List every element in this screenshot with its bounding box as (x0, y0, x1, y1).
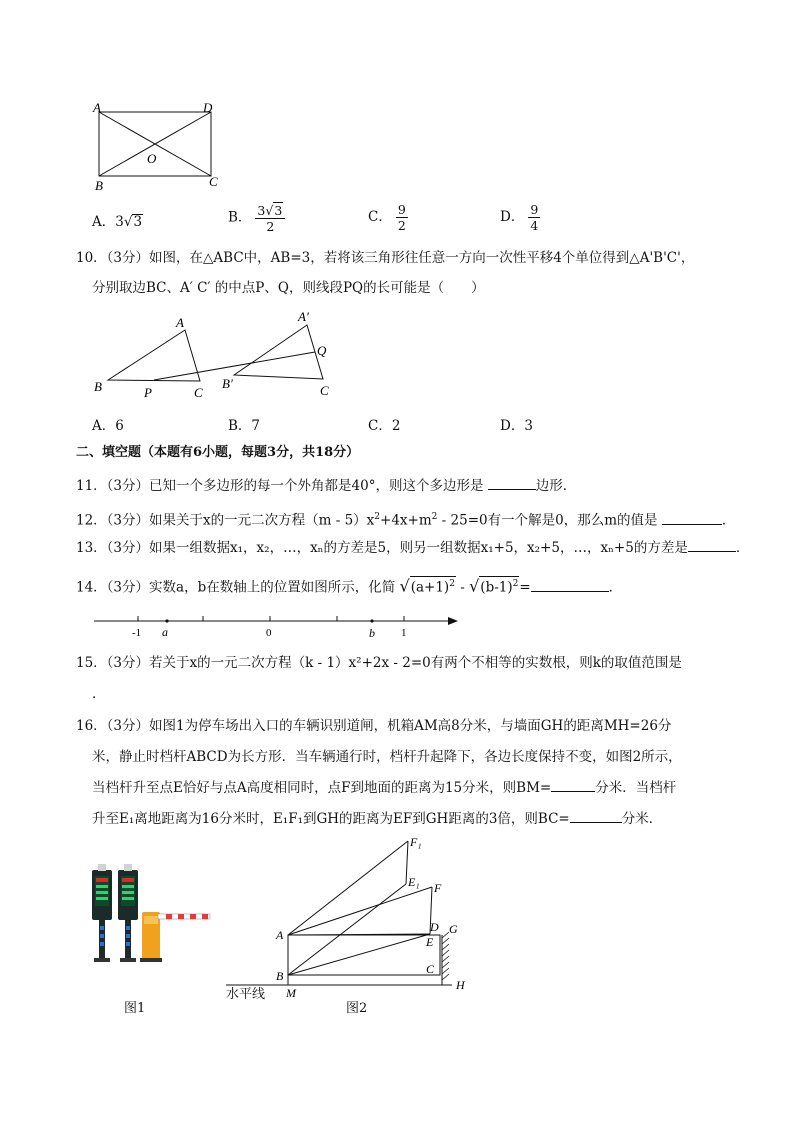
point-a (165, 619, 168, 622)
q14-rad2-text: (b-1) (480, 579, 513, 596)
segment-pq (154, 352, 315, 380)
segment-af (288, 887, 432, 935)
q10-option-d: D．3 (500, 418, 533, 434)
q14-exp2: 2 (512, 579, 519, 589)
q16-line4a: 升至E₁离地距离为16分米时，E₁F₁到GH的距离为EF到GH距离的3倍，则BC= (92, 811, 570, 827)
q9-option-d-den: 4 (530, 218, 539, 233)
q13 (76, 539, 749, 557)
label-b: B (94, 379, 102, 394)
q9-option-b-fraction (255, 202, 285, 234)
label-a-prime: A′ (298, 309, 309, 324)
triangle-a2b2c2 (234, 325, 323, 379)
gate-pillar-right (118, 864, 138, 962)
label-b: B (95, 178, 103, 193)
q15-line2: ． (92, 686, 106, 702)
q16-line4 (92, 810, 662, 828)
segment-be (288, 934, 430, 975)
q15-line1: 15．（3分）若关于x的一元二次方程（k - 1）x²+2x - 2=0有两个不相等的实数根，则k的取值范围是 (76, 655, 682, 671)
gate-pillar-left (92, 864, 112, 962)
q9-option-a-rad: 3 (133, 214, 143, 230)
q10-translation-figure (88, 305, 348, 405)
q9-option-c-fraction (396, 202, 408, 233)
q16-bm-answer-blank[interactable] (551, 791, 595, 792)
q12-text-b: +4x+m (380, 512, 432, 529)
q12-sup1: 2 (374, 512, 381, 522)
q9-option-b-num-coef: 3 (257, 203, 266, 218)
q16-figure2-diagram (222, 832, 482, 1007)
label-f: F (434, 881, 442, 895)
label-a: a (162, 625, 168, 639)
label-b: b (369, 626, 375, 640)
q10-option-b: B．7 (228, 418, 261, 434)
q16-line3 (92, 779, 676, 797)
label-a: A (93, 100, 101, 115)
q12-tail: ． (721, 512, 736, 529)
q16-line1: 16．（3分）如图1为停车场出入口的车辆识别道闸，机箱AM高8分米，与墙面GH的距离MH=26分 (76, 718, 672, 734)
q16-line4b: 分米． (621, 811, 663, 827)
sqrt-sign: √ (399, 576, 410, 596)
fig1-caption: 图1 (124, 1001, 146, 1016)
q16-line3a: 当档杆升至点E恰好与点A高度相同时，点F到地面的距离为15分米，则BM= (92, 780, 552, 796)
q9-rectangle-figure (85, 98, 235, 198)
q9-option-d-fraction (528, 202, 540, 233)
label-p: P (144, 385, 152, 400)
q9-option-d (500, 202, 540, 233)
q13-tail: ． (735, 540, 750, 556)
q9-option-b (228, 202, 285, 234)
label-a: A (276, 928, 284, 942)
q14-rad1-text: (a+1) (410, 579, 450, 596)
barrier-box (140, 912, 162, 962)
q14-number-line (90, 610, 470, 640)
q9-option-b-den: 2 (266, 219, 275, 234)
label-o: O (147, 151, 157, 166)
point-b (370, 619, 373, 622)
wall-hatching (442, 932, 449, 980)
q10-line1: 10．（3分）如图，在△ABC中，AB=3，若将该三角形往任意一方向一次性平移4个单位得到△A'B'C'， (76, 250, 695, 266)
q9-option-a (92, 210, 143, 230)
q16-figure1-gate-illustration (86, 860, 216, 970)
q16-bc-answer-blank[interactable] (570, 822, 622, 823)
q10-option-a: A．6 (92, 418, 124, 434)
q11 (76, 477, 576, 495)
q12-text-a: 12．（3分）如果关于x的一元二次方程（m - 5）x (76, 512, 375, 529)
q14-exp1: 2 (449, 579, 455, 589)
q9-option-c (368, 202, 408, 233)
triangle-abc (108, 330, 200, 381)
q11-answer-blank[interactable] (488, 489, 536, 490)
q12 (76, 508, 735, 530)
label-minus-1: -1 (132, 627, 142, 639)
label-c: C (426, 962, 435, 976)
label-zero: 0 (266, 627, 272, 639)
q14-eq: = (519, 579, 531, 596)
sqrt-sign: √ (123, 214, 133, 230)
q14 (76, 576, 622, 597)
q9-option-b-num-rad: 3 (274, 203, 283, 218)
label-b: B (276, 969, 284, 983)
q9-option-c-num: 9 (397, 202, 406, 217)
label-d: D (430, 920, 439, 934)
q9-option-a-prefix: A． (92, 214, 116, 230)
q9-option-c-prefix: C． (368, 209, 392, 225)
q10-option-c: C．2 (368, 418, 401, 434)
label-b-prime: B′ (222, 376, 233, 391)
axis-arrow (448, 617, 458, 625)
q9-option-c-den: 2 (397, 218, 406, 233)
segment-af1 (288, 841, 408, 935)
q16-line2: 米，静止时档杆ABCD为长方形．当车辆通行时，档杆升起降下，各边长度保持不变，如图2所示， (92, 749, 682, 765)
q12-text-c: - 25=0有一个解是0，那么m的值是 (437, 512, 658, 529)
label-d: D (203, 100, 213, 115)
label-m: M (286, 986, 296, 1000)
q11-text: 11．（3分）已知一个多边形的每一个外角都是40°，则这个多边形是 (76, 478, 484, 494)
label-c: C (209, 174, 218, 189)
q13-text: 13．（3分）如果一组数据x₁，x₂，…，xₙ的方差是5，则另一组数据x₁+5，x₂+5，…，xₙ+5的方差是 (76, 540, 688, 556)
fig2-caption: 图2 (346, 1001, 368, 1016)
q9-option-d-num: 9 (530, 202, 539, 217)
label-c-prime: C (320, 383, 329, 398)
label-h: H (456, 978, 465, 992)
label-q: Q (317, 343, 327, 358)
label-c: C (194, 385, 203, 400)
rectangle-abcd (288, 935, 440, 975)
q13-answer-blank[interactable] (688, 551, 736, 552)
q14-tail: ． (608, 579, 623, 596)
q11-tail: 边形． (535, 478, 577, 494)
sqrt-sign: √ (469, 576, 480, 596)
horizon-label: 水平线 (226, 987, 266, 1002)
label-one: 1 (401, 627, 407, 639)
section-title: 二、填空题（本题有6小题，每题3分，共18分） (76, 445, 360, 460)
label-f1: F₁ (410, 835, 422, 849)
q14-answer-blank[interactable] (531, 591, 609, 592)
q12-sup2: 2 (431, 512, 438, 522)
label-g: G (449, 922, 458, 936)
q14-minus: - (455, 579, 470, 596)
barrier-arm (158, 914, 210, 919)
q14-text: 14．（3分）实数a，b在数轴上的位置如图所示，化简 (76, 579, 396, 596)
q14-radicand-2 (479, 576, 519, 596)
q9-option-a-coef: 3 (115, 214, 124, 230)
q9-option-d-prefix: D． (500, 209, 525, 225)
q14-radicand-1 (410, 576, 456, 596)
q10-line2: 分别取边BC、A′ C′ 的中点P、Q，则线段PQ的长可能是（ ） (92, 280, 485, 296)
label-e1: E₁ (408, 875, 420, 889)
q16-line3b: 分米．当档杆 (595, 780, 677, 796)
label-e: E (426, 935, 434, 949)
label-a: A (176, 315, 184, 330)
sqrt-sign: √ (265, 203, 274, 218)
q12-answer-blank[interactable] (662, 524, 722, 525)
q9-option-b-prefix: B． (228, 209, 252, 226)
